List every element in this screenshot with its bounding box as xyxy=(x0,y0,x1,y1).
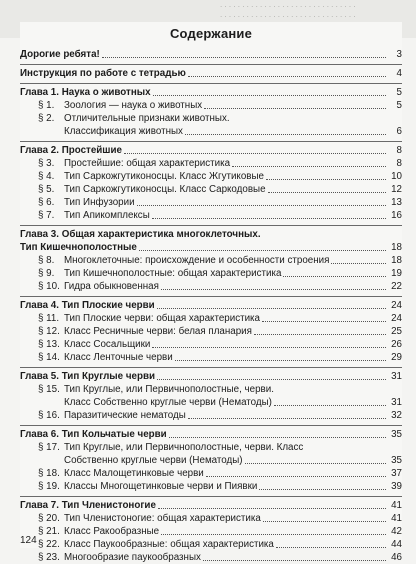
section-title: Отличительные признаки животных. xyxy=(64,113,230,124)
section-title: Тип Плоские черви: общая характеристика xyxy=(64,313,260,324)
section-divider xyxy=(20,496,402,497)
page-number: 124 xyxy=(20,535,37,546)
section-divider xyxy=(20,64,402,65)
toc-page-number: 3 xyxy=(396,49,402,60)
toc-page-number: 24 xyxy=(391,313,402,324)
chapter-title: Глава 2. Простейшие xyxy=(20,145,122,156)
toc-page-number: 31 xyxy=(391,397,402,408)
chapter-title: Глава 5. Тип Круглые черви xyxy=(20,371,156,382)
leader-dots xyxy=(283,275,386,277)
previous-page-bleed: . . . . . . . . . . . . . . . . . . . . . . . . . . . . . . . . . . . . . . . . . . . . . . . . . . . . . . . . . . . . . . xyxy=(0,0,416,38)
leader-dots xyxy=(139,249,386,251)
leader-dots xyxy=(157,378,386,380)
toc-section[interactable] xyxy=(20,99,402,112)
toc-page-number: 6 xyxy=(396,126,402,137)
toc-section[interactable] xyxy=(20,254,402,267)
toc-page-number: 12 xyxy=(391,184,402,195)
section-title: Простейшие: общая характеристика xyxy=(64,158,231,169)
toc-entry-title: Классификация животных xyxy=(64,126,183,137)
toc-page-number: 8 xyxy=(396,145,402,156)
toc-section[interactable] xyxy=(20,525,402,538)
section-title: Гидра обыкновенная xyxy=(64,281,159,292)
leader-dots xyxy=(175,359,386,361)
toc-page-number: 37 xyxy=(391,468,402,479)
toc-chapter[interactable] xyxy=(20,48,402,61)
section-number: § 12. xyxy=(38,326,60,337)
toc-section[interactable] xyxy=(20,325,402,338)
toc-page-number: 8 xyxy=(396,158,402,169)
toc-section[interactable] xyxy=(20,338,402,351)
section-divider xyxy=(20,425,402,426)
leader-dots xyxy=(124,152,386,154)
section-title: Тип Круглые, или Первичнополостные, черви. xyxy=(64,384,274,395)
section-divider xyxy=(20,296,402,297)
toc-chapter[interactable] xyxy=(20,228,402,241)
toc-entry-continuation[interactable] xyxy=(20,396,402,409)
leader-dots xyxy=(169,436,386,438)
leader-dots xyxy=(245,462,386,464)
section-number: § 10. xyxy=(38,281,60,292)
section-title: Тип Кишечнополостные: общая характеристика xyxy=(64,268,282,279)
section-number: § 5. xyxy=(38,184,55,195)
toc-page-number: 41 xyxy=(391,500,402,511)
toc-section[interactable] xyxy=(20,170,402,183)
leader-dots xyxy=(274,404,386,406)
leader-dots xyxy=(204,107,386,109)
toc-page-number: 32 xyxy=(391,410,402,421)
section-title: Класс Ленточные черви xyxy=(64,352,173,363)
section-title: Тип Круглые, или Первичнополостные, черви. Класс xyxy=(64,442,304,453)
section-title: Многообразие паукообразных xyxy=(64,552,201,563)
section-number: § 23. xyxy=(38,552,60,563)
section-number: § 11. xyxy=(38,313,60,324)
toc-page-number: 5 xyxy=(396,100,402,111)
chapter-title: Глава 7. Тип Членистоногие xyxy=(20,500,156,511)
chapter-title: Дорогие ребята! xyxy=(20,49,100,60)
toc-section[interactable] xyxy=(20,196,402,209)
leader-dots xyxy=(276,546,386,548)
toc-page-number: 19 xyxy=(391,268,402,279)
section-title: Тип Членистоногие: общая характеристика xyxy=(64,513,261,524)
toc-page-number: 35 xyxy=(391,429,402,440)
leader-dots xyxy=(268,191,386,193)
toc-page-number: 26 xyxy=(391,339,402,350)
section-number: § 6. xyxy=(38,197,55,208)
toc-section[interactable] xyxy=(20,351,402,364)
leader-dots xyxy=(185,133,386,135)
toc-entry-continuation[interactable] xyxy=(20,125,402,138)
leader-dots xyxy=(263,520,386,522)
toc-page-number: 24 xyxy=(391,300,402,311)
toc-chapter[interactable] xyxy=(20,241,402,254)
toc-page-number: 39 xyxy=(391,481,402,492)
toc-chapter[interactable] xyxy=(20,428,402,441)
section-number: § 20. xyxy=(38,513,60,524)
section-number: § 21. xyxy=(38,526,60,537)
chapter-title: Глава 3. Общая характеристика многоклеточных. xyxy=(20,229,261,240)
toc-section[interactable] xyxy=(20,409,402,422)
toc-page-number: 4 xyxy=(396,68,402,79)
leader-dots xyxy=(102,56,386,58)
toc-section[interactable] xyxy=(20,312,402,325)
section-number: § 18. xyxy=(38,468,60,479)
leader-dots xyxy=(206,475,386,477)
leader-dots xyxy=(137,204,386,206)
leader-dots xyxy=(188,75,386,77)
leader-dots xyxy=(161,533,386,535)
toc-entry-title: Собственно круглые черви (Нематоды) xyxy=(64,455,243,466)
toc-page-number: 35 xyxy=(391,455,402,466)
section-title: Тип Саркожгутиконосцы. Класс Жгутиковые xyxy=(64,171,264,182)
leader-dots xyxy=(158,507,386,509)
toc-section[interactable] xyxy=(20,512,402,525)
section-title: Тип Апикомплексы xyxy=(64,210,150,221)
section-number: § 15. xyxy=(38,384,60,395)
section-title: Класс Сосальщики xyxy=(64,339,151,350)
toc-entry-continuation[interactable] xyxy=(20,454,402,467)
toc-page-number: 29 xyxy=(391,352,402,363)
toc-page-number: 18 xyxy=(391,242,402,253)
toc-page-number: 41 xyxy=(391,513,402,524)
chapter-title: Глава 4. Тип Плоские черви xyxy=(20,300,155,311)
leader-dots xyxy=(188,417,386,419)
section-title: Зоология — наука о животных xyxy=(64,100,203,111)
toc-page-number: 42 xyxy=(391,526,402,537)
leader-dots xyxy=(262,320,386,322)
toc-section[interactable] xyxy=(20,480,402,493)
section-number: § 14. xyxy=(38,352,60,363)
section-number: § 2. xyxy=(38,113,55,124)
chapter-title: Инструкция по работе с тетрадью xyxy=(20,68,186,79)
leader-dots xyxy=(203,559,386,561)
chapter-title: Глава 1. Наука о животных xyxy=(20,87,151,98)
toc-section[interactable] xyxy=(20,467,402,480)
toc-page-number: 31 xyxy=(391,371,402,382)
leader-dots xyxy=(232,165,386,167)
toc-section[interactable] xyxy=(20,441,402,454)
toc-page-number: 5 xyxy=(396,87,402,98)
toc-chapter[interactable] xyxy=(20,144,402,157)
toc-page-number: 16 xyxy=(391,210,402,221)
section-title: Паразитические нематоды xyxy=(64,410,186,421)
book-page xyxy=(20,22,402,563)
leader-dots xyxy=(161,288,386,290)
section-title: Многоклеточные: происхождение и особенности строения xyxy=(64,255,330,266)
toc-section[interactable] xyxy=(20,383,402,396)
toc-section[interactable] xyxy=(20,538,402,551)
section-title: Класс Ракообразные xyxy=(64,526,160,537)
section-divider xyxy=(20,225,402,226)
toc-page-number: 22 xyxy=(391,281,402,292)
section-number: § 4. xyxy=(38,171,55,182)
toc-page-number: 10 xyxy=(391,171,402,182)
leader-dots xyxy=(331,262,386,264)
chapter-title: Глава 6. Тип Кольчатые черви xyxy=(20,429,167,440)
chapter-title: Тип Кишечнополостные xyxy=(20,242,137,253)
toc-section[interactable] xyxy=(20,551,402,564)
toc-page-number: 44 xyxy=(391,539,402,550)
toc-chapter[interactable] xyxy=(20,499,402,512)
toc-page-number: 18 xyxy=(391,255,402,266)
toc-section[interactable] xyxy=(20,209,402,222)
section-number: § 3. xyxy=(38,158,55,169)
leader-dots xyxy=(152,346,386,348)
leader-dots xyxy=(153,94,386,96)
section-title: Тип Саркожгутиконосцы. Класс Саркодовые xyxy=(64,184,266,195)
section-title: Класс Малощетинковые черви xyxy=(64,468,204,479)
page-title: Содержание xyxy=(169,26,253,41)
toc-page-number: 13 xyxy=(391,197,402,208)
leader-dots xyxy=(259,488,386,490)
toc-chapter[interactable] xyxy=(20,67,402,80)
section-number: § 19. xyxy=(38,481,60,492)
leader-dots xyxy=(254,333,386,335)
section-divider xyxy=(20,367,402,368)
toc-entry-title: Класс Собственно круглые черви (Нематоды) xyxy=(64,397,272,408)
toc-section[interactable] xyxy=(20,112,402,125)
toc-page-number: 46 xyxy=(391,552,402,563)
section-number: § 9. xyxy=(38,268,55,279)
section-title: Тип Инфузории xyxy=(64,197,135,208)
toc-chapter[interactable] xyxy=(20,299,402,312)
leader-dots xyxy=(157,307,386,309)
table-of-contents xyxy=(20,48,402,564)
section-divider xyxy=(20,141,402,142)
section-number: § 16. xyxy=(38,410,60,421)
section-number: § 17. xyxy=(38,442,60,453)
toc-chapter[interactable] xyxy=(20,86,402,99)
toc-chapter[interactable] xyxy=(20,370,402,383)
section-number: § 8. xyxy=(38,255,55,266)
leader-dots xyxy=(152,217,386,219)
section-number: § 1. xyxy=(38,100,55,111)
section-number: § 7. xyxy=(38,210,55,221)
section-title: Класс Ресничные черви: белая планария xyxy=(64,326,252,337)
leader-dots xyxy=(266,178,386,180)
section-number: § 22. xyxy=(38,539,60,550)
toc-section[interactable] xyxy=(20,183,402,196)
toc-section[interactable] xyxy=(20,157,402,170)
section-number: § 13. xyxy=(38,339,60,350)
toc-page-number: 25 xyxy=(391,326,402,337)
toc-section[interactable] xyxy=(20,267,402,280)
section-title: Класс Паукообразные: общая характеристика xyxy=(64,539,274,550)
section-title: Классы Многощетинковые черви и Пиявки xyxy=(64,481,258,492)
toc-section[interactable] xyxy=(20,280,402,293)
section-divider xyxy=(20,83,402,84)
